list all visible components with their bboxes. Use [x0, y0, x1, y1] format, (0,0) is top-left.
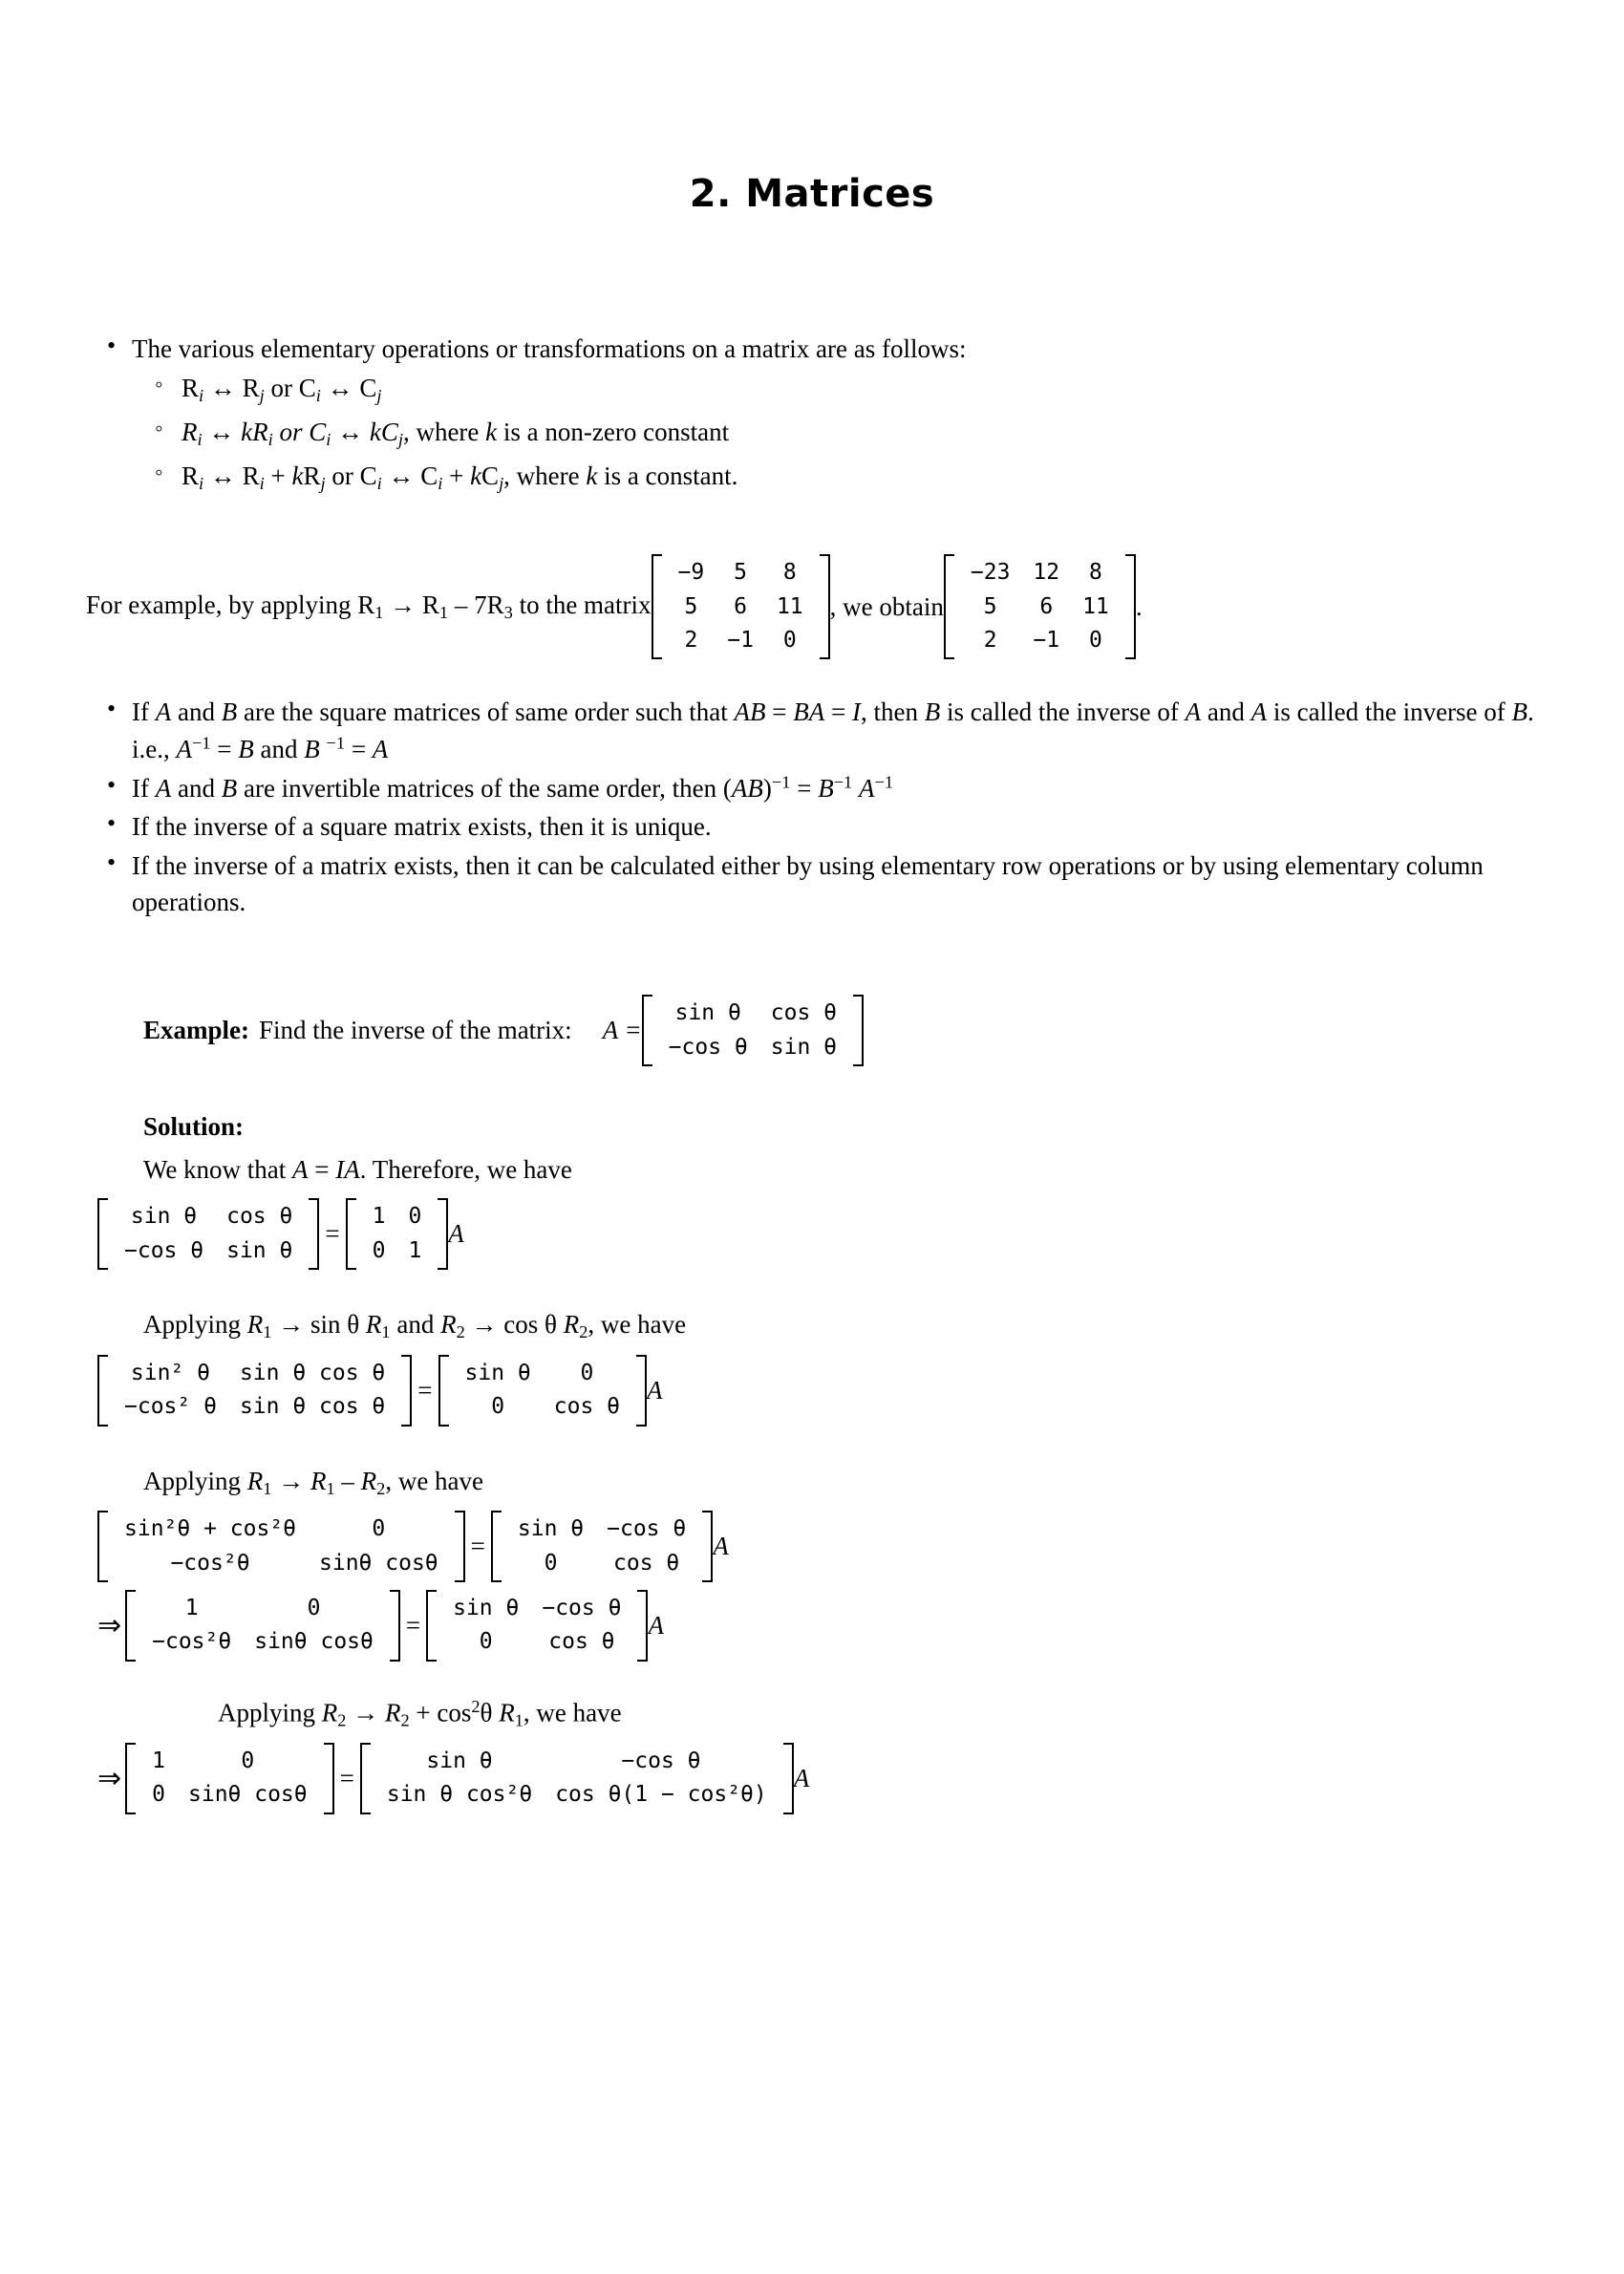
matrix-cell: 5 [684, 593, 698, 619]
solution-step-4-text: Applying $R2 \to R2 + \cos^2\theta$ R1, we have [218, 1696, 622, 1730]
suffix-a: A [713, 1532, 729, 1561]
solution-step-3 [97, 1590, 1548, 1662]
example-transformation-line [86, 554, 1548, 659]
solution-label: Solution: [143, 1112, 245, 1142]
matrix-cell: 6 [734, 593, 748, 619]
page-title: 2. Matrices [689, 172, 935, 216]
bullet-list-primary [86, 331, 1548, 497]
matrix-cell: sin θ [130, 1204, 198, 1230]
example-prompt-line [143, 995, 1548, 1066]
matrix-step4-left [125, 1743, 333, 1814]
matrix-cell: 6 [1039, 593, 1054, 619]
solution-step-0 [97, 1198, 1548, 1270]
matrix-cell: sin θ [226, 1237, 293, 1263]
property-text-3: If the inverse of a square matrix exists, then it is unique. [132, 812, 712, 842]
matrix-cell: 11 [776, 593, 803, 619]
matrix-step2-left [97, 1511, 465, 1582]
equals-sign: = [470, 1532, 485, 1561]
matrix-cell: sinθ cosθ [319, 1550, 438, 1576]
matrix-before [652, 554, 830, 659]
matrix-cell: cos θ [553, 1394, 620, 1420]
matrix-cell: sin θ [674, 1000, 741, 1026]
matrix-cell: −cos θ [621, 1748, 701, 1773]
matrix-cell: 8 [782, 560, 797, 586]
suffix-a: A [647, 1375, 663, 1405]
matrix-cell: 1 [152, 1748, 165, 1773]
matrix-cell: sin θ [453, 1595, 520, 1620]
matrix-cell: −23 [970, 560, 1011, 586]
suffix-a: A [448, 1219, 464, 1249]
equals-sign: = [417, 1375, 433, 1405]
document-body [0, 331, 1624, 1814]
suffix-a: A [793, 1763, 810, 1792]
example-end-text: . [1135, 591, 1143, 621]
equals-sign: = [325, 1219, 340, 1249]
example-section [86, 995, 1548, 1813]
matrix-cell: sin θ [770, 1034, 838, 1060]
bullet-text: The various elementary operations or transformations on a matrix are as follows: [132, 334, 967, 363]
matrix-step2-right [491, 1511, 713, 1582]
matrix-cell: 0 [307, 1595, 321, 1620]
matrix-after [944, 554, 1136, 659]
matrix-cell: 1 [372, 1204, 386, 1230]
matrix-step4-right [360, 1743, 794, 1814]
matrix-cell: 1 [184, 1595, 199, 1620]
matrix-step1-right [438, 1355, 648, 1427]
matrix-cell: sin θ cos θ [239, 1360, 386, 1385]
list-item [86, 808, 1548, 845]
matrix-a-equals: A = [602, 1016, 642, 1045]
sub-bullet-text-2: $R_i$ ↔ $kR_i$ or $C_i$ ↔ $kC_j$, where k is a non-zero constant [182, 418, 730, 450]
matrix-cell: sin²θ + cos²θ [124, 1516, 297, 1542]
matrix-cell: −cos θ [668, 1034, 748, 1060]
document-page [0, 172, 1624, 2274]
matrix-cell: 0 [479, 1629, 493, 1655]
property-text-4: If the inverse of a matrix exists, then it can be calculated either by using elementary row operations or by using elementary column operations. [132, 850, 1484, 917]
property-text-1: If A and B are the square matrices of same order such that AB = BA = I, then B is called the inverse of A and A is called the inverse of B. i.e., $A^{-1} = B$ and B $^{-1}$ = A [132, 697, 1534, 764]
matrix-cell: 0 [372, 1516, 386, 1542]
matrix-example [642, 995, 864, 1066]
matrix-cell: sinθ cosθ [188, 1782, 308, 1808]
equals-sign: = [339, 1763, 354, 1792]
matrix-cell: −9 [677, 560, 705, 586]
solution-step-4 [97, 1743, 1548, 1814]
matrix-cell: 2 [684, 628, 698, 654]
matrix-cell: sin² θ [130, 1360, 211, 1385]
matrix-cell: sin θ [517, 1516, 585, 1542]
matrix-cell: 0 [241, 1748, 255, 1773]
matrix-cell: 12 [1033, 560, 1060, 586]
matrix-cell: −1 [1033, 628, 1060, 654]
list-item [132, 413, 1548, 454]
matrix-cell: 2 [983, 628, 997, 654]
matrix-cell: −cos² θ [124, 1394, 217, 1420]
matrix-cell: 1 [408, 1237, 422, 1263]
matrix-cell: sin θ cos²θ [386, 1782, 533, 1808]
matrix-cell: cos θ [613, 1550, 680, 1576]
matrix-cell: sin θ [426, 1748, 493, 1773]
matrix-step3-left [125, 1590, 400, 1662]
implies-arrow: ⇒ [97, 1609, 122, 1641]
property-text-2: If A and B are invertible matrices of the same order, then $(AB)^{-1} = B^{-1}$ $A^{-1}$ [132, 772, 894, 804]
matrix-cell: cos θ [226, 1204, 293, 1230]
matrix-cell: 0 [152, 1782, 165, 1808]
matrix-cell: 0 [372, 1237, 386, 1263]
matrix-cell: 0 [491, 1394, 505, 1420]
matrix-cell: −cos²θ [152, 1629, 232, 1655]
matrix-step0-right [346, 1198, 449, 1270]
matrix-cell: cos θ(1 − cos²θ) [555, 1782, 767, 1808]
matrix-cell: 5 [983, 593, 997, 619]
sub-bullet-text-1: $R_i$ ↔ $R_j$ or $C_i$ ↔ $C_j$ [182, 374, 382, 406]
matrix-step0-left [97, 1198, 319, 1270]
matrix-cell: 0 [782, 628, 797, 654]
matrix-cell: 8 [1089, 560, 1102, 586]
matrix-cell: 0 [580, 1360, 594, 1385]
suffix-a: A [648, 1610, 664, 1640]
list-item [132, 369, 1548, 410]
solution-step-2 [97, 1511, 1548, 1582]
example-label: Example: [143, 1016, 249, 1045]
list-item [86, 770, 1548, 807]
implies-arrow: ⇒ [97, 1762, 122, 1794]
matrix-cell: −cos²θ [170, 1550, 250, 1576]
solution-step-2-text: Applying R1 → R1 – R2, we have [143, 1466, 484, 1498]
solution-line-1: We know that A = IA. Therefore, we have [143, 1155, 572, 1185]
matrix-cell: sinθ cosθ [254, 1629, 374, 1655]
list-item [86, 331, 1548, 497]
example-prompt: Find the inverse of the matrix: [259, 1016, 572, 1045]
matrix-cell: 11 [1082, 593, 1109, 619]
matrix-cell: 5 [734, 560, 748, 586]
matrix-cell: −cos θ [542, 1595, 622, 1620]
matrix-cell: 0 [1089, 628, 1102, 654]
matrix-step1-left [97, 1355, 412, 1427]
bullet-list-secondary [132, 369, 1548, 497]
matrix-cell: 0 [408, 1204, 422, 1230]
equals-sign: = [405, 1610, 421, 1640]
matrix-cell: −cos θ [124, 1237, 204, 1263]
solution-step-1 [97, 1355, 1548, 1427]
matrix-cell: sin θ [464, 1360, 531, 1385]
example-mid-text: , we obtain [829, 591, 944, 621]
bullet-list-properties [86, 694, 1548, 920]
matrix-cell: −cos θ [607, 1516, 687, 1542]
matrix-step3-right [426, 1590, 648, 1662]
sub-bullet-text-3: $R_i$ ↔ $R_i + kR_j$ or $C_i$ ↔ $C_i + kC_j$, where k is a constant. [182, 461, 738, 493]
matrix-cell: 0 [544, 1550, 558, 1576]
matrix-cell: −1 [727, 628, 754, 654]
matrix-cell: sin θ cos θ [239, 1394, 386, 1420]
list-item [86, 694, 1548, 767]
matrix-cell: cos θ [770, 1000, 838, 1026]
example-lead-text: For example, by applying R1 → R1 – 7R3 to the matrix [86, 590, 652, 623]
list-item [132, 457, 1548, 498]
matrix-cell: cos θ [548, 1629, 615, 1655]
list-item [86, 847, 1548, 921]
solution-step-1-text: Applying R1 → sin θ R1 and R2 → cos θ R2, we have [143, 1310, 687, 1342]
